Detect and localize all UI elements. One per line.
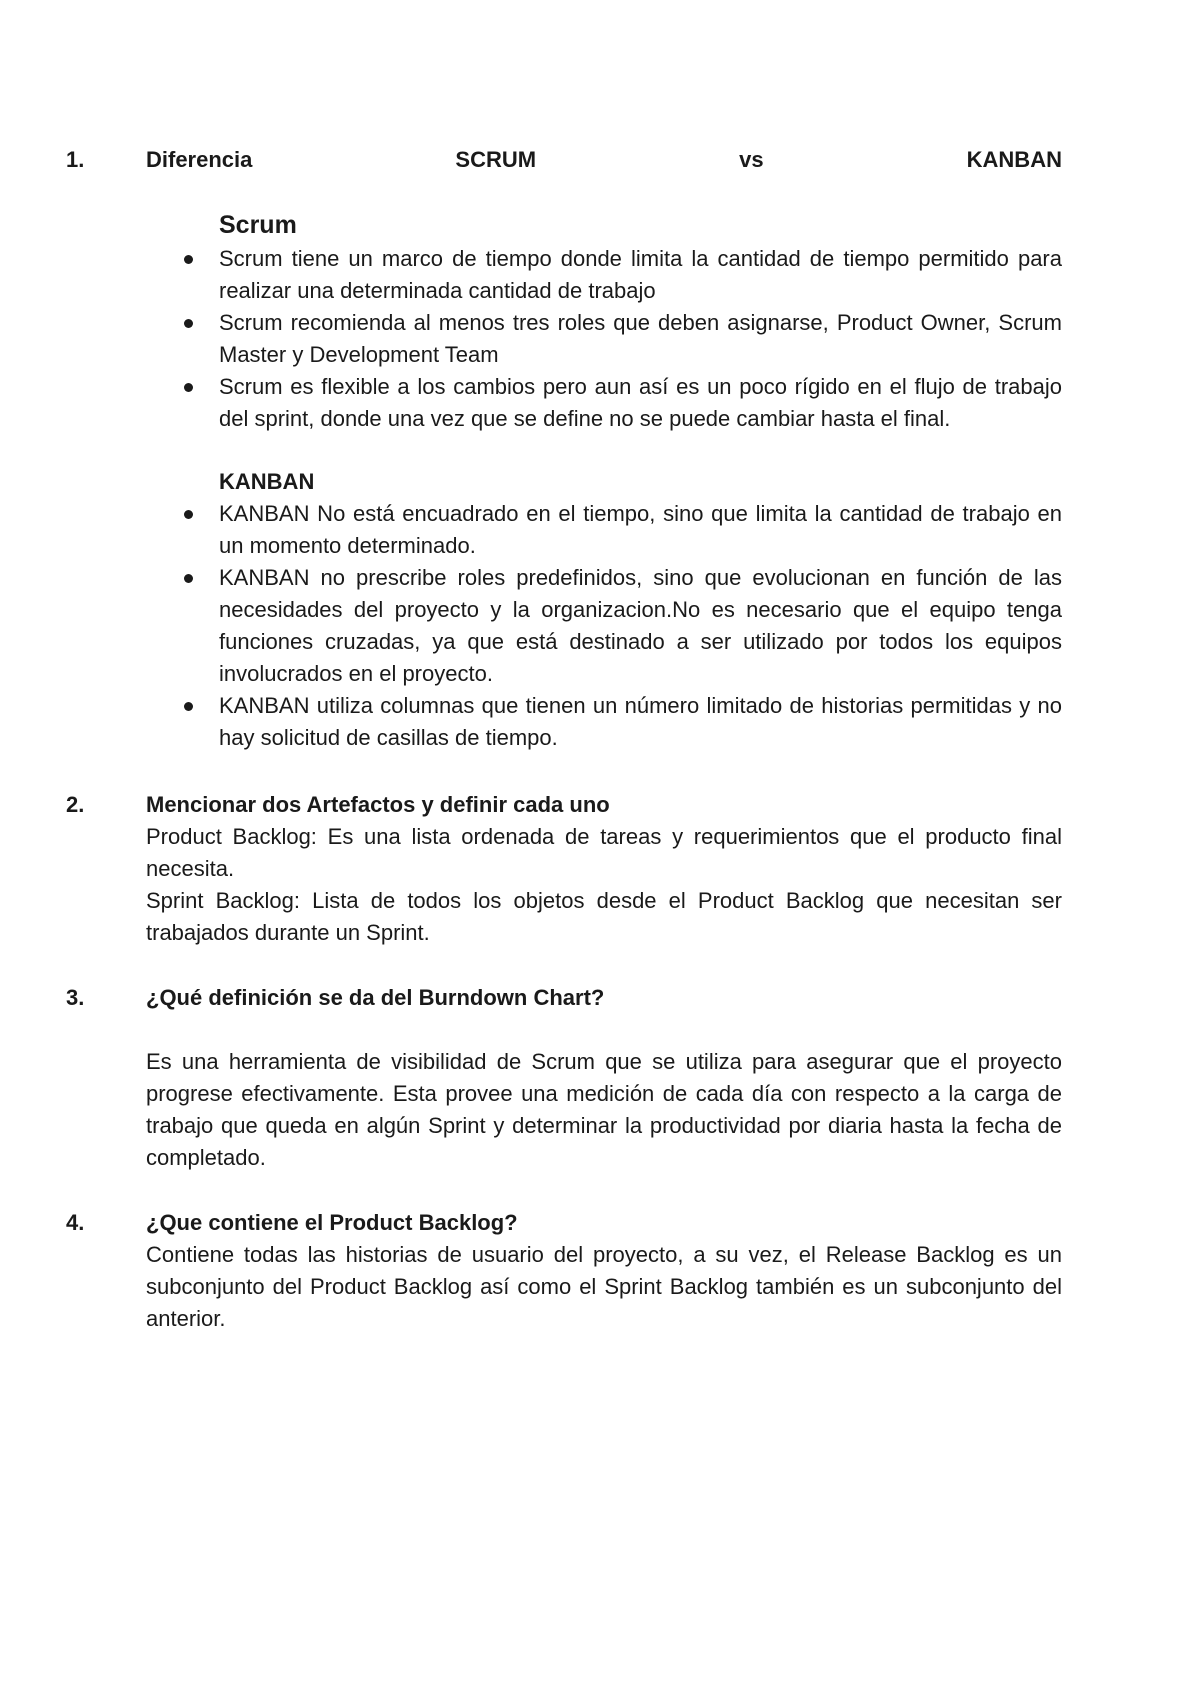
list-item [180, 307, 1062, 371]
paragraph: Sprint Backlog: Lista de todos los objetos desde el Product Backlog que necesitan ser trabajados durante un Sprint. [146, 888, 1062, 945]
paragraph: Product Backlog: Es una lista ordenada de tareas y requerimientos que el producto final necesita. [146, 824, 1062, 881]
list-item-text: Scrum es flexible a los cambios pero aun así es un poco rígido en el flujo de trabajo del sprint, donde una vez que se define no se puede cambiar hasta el final. [219, 374, 1062, 431]
section-title-word: KANBAN [966, 147, 1062, 172]
list-item-text: Scrum recomienda al menos tres roles que deben asignarse, Product Owner, Scrum Master y Development Team [219, 310, 1062, 367]
bullet-icon [184, 319, 193, 328]
section-title: ¿Que contiene el Product Backlog? [146, 1210, 518, 1235]
section-title-word: SCRUM [455, 147, 537, 172]
section-number: 3. [66, 985, 85, 1010]
list-item [180, 498, 1062, 562]
section-title [146, 144, 1062, 176]
list-item [180, 562, 1062, 690]
kanban-bullet-list [180, 498, 1062, 754]
section-number: 4. [66, 1210, 85, 1235]
section-title-word: Diferencia [146, 147, 253, 172]
kanban-subheading: KANBAN [219, 469, 315, 494]
section-title: ¿Qué definición se da del Burndown Chart? [146, 985, 605, 1010]
list-item [180, 243, 1062, 307]
bullet-icon [184, 574, 193, 583]
bullet-icon [184, 510, 193, 519]
paragraph: Es una herramienta de visibilidad de Scrum que se utiliza para asegurar que el proyecto progrese efectivamente. Esta provee una medición de cada día con respecto a la carga de trabajo que queda en algún Sprint y determinar la productividad por diaria hasta la fecha de completado. [146, 1049, 1062, 1170]
scrum-bullet-list [180, 243, 1062, 435]
paragraph: Contiene todas las historias de usuario del proyecto, a su vez, el Release Backlog es un subconjunto del Product Backlog así como el Sprint Backlog también es un subconjunto del anterior. [146, 1242, 1062, 1331]
list-item-text: KANBAN no prescribe roles predefinidos, sino que evolucionan en función de las necesidades del proyecto y la organizacion.No es necesario que el equipo tenga funciones cruzadas, ya que está destinado a ser utilizado por todos los equipos involucrados en el proyecto. [219, 565, 1062, 686]
list-item-text: Scrum tiene un marco de tiempo donde limita la cantidad de tiempo permitido para realizar una determinada cantidad de trabajo [219, 246, 1062, 303]
list-item-text: KANBAN utiliza columnas que tienen un número limitado de historias permitidas y no hay solicitud de casillas de tiempo. [219, 693, 1062, 750]
scrum-subheading: Scrum [219, 211, 297, 239]
section-title-word: vs [739, 147, 764, 172]
list-item [180, 690, 1062, 754]
bullet-icon [184, 383, 193, 392]
section-title: Mencionar dos Artefactos y definir cada uno [146, 792, 610, 817]
list-item [180, 371, 1062, 435]
bullet-icon [184, 702, 193, 711]
bullet-icon [184, 255, 193, 264]
section-number: 2. [66, 792, 85, 817]
section-2-body [146, 821, 1062, 949]
list-item-text: KANBAN No está encuadrado en el tiempo, sino que limita la cantidad de trabajo en un momento determinado. [219, 501, 1062, 558]
section-number: 1. [66, 147, 85, 172]
